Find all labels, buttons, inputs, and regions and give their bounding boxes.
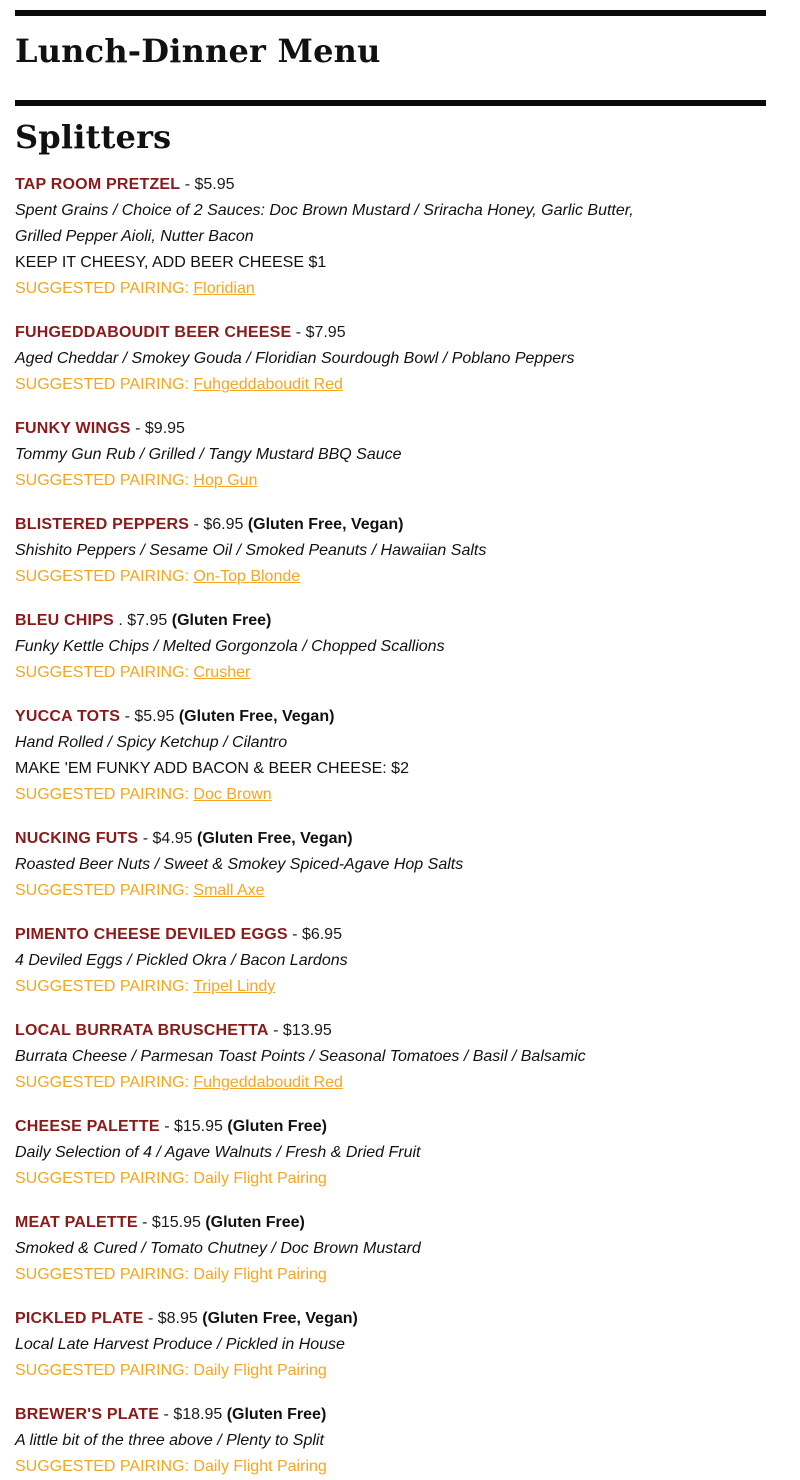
pairing-text: Daily Flight Pairing — [193, 1458, 327, 1475]
suggested-pairing — [15, 1262, 766, 1288]
menu-item-description: Aged Cheddar / Smokey Gouda / Floridian Sourdough Bowl / Poblano Peppers — [15, 350, 575, 367]
pairing-link[interactable]: Crusher — [193, 664, 251, 681]
menu-item-dietary-tags: (Gluten Free, Vegan) — [197, 830, 353, 847]
menu-item-header — [15, 704, 766, 730]
menu-item-description: Burrata Cheese / Parmesan Toast Points / Seasonal Tomatoes / Basil / Balsamic — [15, 1048, 586, 1065]
menu-item-price: $13.95 — [282, 1022, 332, 1039]
menu-item-separator: - — [159, 1406, 174, 1423]
menu-item-description: Grilled Pepper Aioli, Nutter Bacon — [15, 228, 254, 245]
pairing-link[interactable]: Floridian — [193, 280, 255, 297]
menu-item-dietary-tags: (Gluten Free, Vegan) — [247, 516, 404, 533]
menu-item-separator: - — [120, 708, 135, 725]
pairing-link[interactable]: Tripel Lindy — [193, 978, 276, 995]
menu-item-separator: - — [138, 830, 153, 847]
pairing-text: Daily Flight Pairing — [193, 1362, 327, 1379]
menu-item — [15, 512, 766, 590]
menu-item-name: CHEESE PALETTE — [15, 1118, 160, 1135]
menu-item — [15, 172, 766, 302]
menu-item-header — [15, 1402, 766, 1428]
suggested-pairing — [15, 782, 766, 808]
pairing-link[interactable]: Doc Brown — [193, 786, 272, 803]
menu-item-name: TAP ROOM PRETZEL — [15, 176, 181, 193]
menu-item — [15, 704, 766, 808]
pairing-label: SUGGESTED PAIRING: — [15, 882, 189, 899]
menu-item-name: FUNKY WINGS — [15, 420, 131, 437]
menu-item-name: PICKLED PLATE — [15, 1310, 144, 1327]
menu-item-dietary-tags: (Gluten Free) — [226, 1406, 327, 1423]
menu-item-dietary-tags: (Gluten Free, Vegan) — [202, 1310, 358, 1327]
pairing-label: SUGGESTED PAIRING: — [15, 786, 189, 803]
menu-item-name: PIMENTO CHEESE DEVILED EGGS — [15, 926, 288, 943]
menu-item-dietary-tags: (Gluten Free) — [227, 1118, 327, 1135]
page-title: Lunch-Dinner Menu — [15, 32, 381, 70]
pairing-link[interactable]: Fuhgeddaboudit Red — [193, 1074, 343, 1091]
menu-item-name: FUHGEDDABOUDIT BEER CHEESE — [15, 324, 292, 341]
pairing-label: SUGGESTED PAIRING: — [15, 978, 189, 995]
suggested-pairing — [15, 878, 766, 904]
menu-item-separator: - — [291, 324, 306, 341]
menu-item-header — [15, 1114, 766, 1140]
menu-item-name: BLISTERED PEPPERS — [15, 516, 190, 533]
top-rule — [15, 10, 766, 16]
menu-item — [15, 1210, 766, 1288]
suggested-pairing — [15, 1166, 766, 1192]
pairing-link[interactable]: On-Top Blonde — [193, 568, 301, 585]
menu-item-header — [15, 922, 766, 948]
menu-item-name: BLEU CHIPS — [15, 612, 114, 629]
menu-item-header — [15, 172, 766, 198]
menu-item-price: $15.95 — [173, 1118, 223, 1135]
menu-item-price: $18.95 — [173, 1406, 223, 1423]
suggested-pairing — [15, 564, 766, 590]
menu-item-header — [15, 1210, 766, 1236]
menu-item-description: 4 Deviled Eggs / Pickled Okra / Bacon Lardons — [15, 952, 348, 969]
pairing-label: SUGGESTED PAIRING: — [15, 280, 189, 297]
menu-item — [15, 826, 766, 904]
menu-item-list — [15, 172, 766, 1480]
pairing-link[interactable]: Hop Gun — [193, 472, 258, 489]
menu-item-header — [15, 1306, 766, 1332]
suggested-pairing — [15, 372, 766, 398]
suggested-pairing — [15, 660, 766, 686]
menu-item-price: $5.95 — [134, 708, 175, 725]
menu-item-description: Shishito Peppers / Sesame Oil / Smoked Peanuts / Hawaiian Salts — [15, 542, 487, 559]
menu-item-addon: MAKE 'EM FUNKY ADD BACON & BEER CHEESE: $2 — [15, 760, 409, 777]
section-title: Splitters — [15, 118, 172, 156]
pairing-label: SUGGESTED PAIRING: — [15, 1074, 189, 1091]
menu-item — [15, 608, 766, 686]
menu-item-separator: - — [130, 420, 145, 437]
menu-item-header — [15, 416, 766, 442]
menu-item-description: Funky Kettle Chips / Melted Gorgonzola / Chopped Scallions — [15, 638, 445, 655]
menu-item-description: Hand Rolled / Spicy Ketchup / Cilantro — [15, 734, 288, 751]
pairing-label: SUGGESTED PAIRING: — [15, 568, 189, 585]
menu-item-description: Roasted Beer Nuts / Sweet & Smokey Spiced-Agave Hop Salts — [15, 856, 464, 873]
pairing-label: SUGGESTED PAIRING: — [15, 1170, 189, 1187]
pairing-label: SUGGESTED PAIRING: — [15, 1362, 189, 1379]
menu-item-header — [15, 826, 766, 852]
menu-item-separator: . — [113, 612, 128, 629]
pairing-label: SUGGESTED PAIRING: — [15, 1458, 189, 1475]
pairing-label: SUGGESTED PAIRING: — [15, 1266, 189, 1283]
menu-item-separator: - — [137, 1214, 152, 1231]
menu-item-separator: - — [180, 176, 195, 193]
menu-item-separator: - — [189, 516, 204, 533]
pairing-link[interactable]: Small Axe — [193, 882, 265, 899]
suggested-pairing — [15, 1454, 766, 1480]
menu-item-separator: - — [159, 1118, 174, 1135]
menu-item-dietary-tags: (Gluten Free) — [205, 1214, 305, 1231]
menu-item-name: MEAT PALETTE — [15, 1214, 138, 1231]
menu-item-name: YUCCA TOTS — [15, 708, 121, 725]
menu-item-price: $15.95 — [151, 1214, 201, 1231]
menu-item — [15, 1018, 766, 1096]
menu-item-description: Local Late Harvest Produce / Pickled in House — [15, 1336, 345, 1353]
menu-item-separator: - — [268, 1022, 283, 1039]
pairing-label: SUGGESTED PAIRING: — [15, 472, 189, 489]
menu-item-dietary-tags: (Gluten Free) — [171, 612, 272, 629]
suggested-pairing — [15, 468, 766, 494]
menu-item — [15, 1306, 766, 1384]
menu-item-name: BREWER'S PLATE — [15, 1406, 160, 1423]
menu-item-description: Daily Selection of 4 / Agave Walnuts / Fresh & Dried Fruit — [15, 1144, 421, 1161]
menu-item-price: $6.95 — [203, 516, 244, 533]
menu-item-name: LOCAL BURRATA BRUSCHETTA — [15, 1022, 269, 1039]
pairing-label: SUGGESTED PAIRING: — [15, 664, 189, 681]
menu-item-description: Smoked & Cured / Tomato Chutney / Doc Brown Mustard — [15, 1240, 421, 1257]
pairing-text: Daily Flight Pairing — [193, 1170, 327, 1187]
menu-item — [15, 1402, 766, 1480]
menu-item-header — [15, 1018, 766, 1044]
menu-item-description: Tommy Gun Rub / Grilled / Tangy Mustard BBQ Sauce — [15, 446, 402, 463]
pairing-text: Daily Flight Pairing — [193, 1266, 327, 1283]
menu-page — [0, 10, 800, 1480]
menu-item — [15, 320, 766, 398]
menu-item-separator: - — [287, 926, 302, 943]
menu-item-price: $9.95 — [144, 420, 185, 437]
menu-item-price: $7.95 — [305, 324, 346, 341]
menu-item-addon: KEEP IT CHEESY, ADD BEER CHEESE $1 — [15, 254, 327, 271]
pairing-link[interactable]: Fuhgeddaboudit Red — [193, 376, 343, 393]
menu-item-name: NUCKING FUTS — [15, 830, 139, 847]
menu-item-price: $8.95 — [157, 1310, 198, 1327]
suggested-pairing — [15, 974, 766, 1000]
menu-item-separator: - — [143, 1310, 158, 1327]
section-rule — [15, 100, 766, 106]
menu-item-header — [15, 608, 766, 634]
menu-item-description: A little bit of the three above / Plenty to Split — [15, 1432, 324, 1449]
suggested-pairing — [15, 1358, 766, 1384]
menu-item — [15, 1114, 766, 1192]
menu-item — [15, 416, 766, 494]
menu-item-description: Spent Grains / Choice of 2 Sauces: Doc Brown Mustard / Sriracha Honey, Garlic Butter, — [15, 202, 634, 219]
pairing-label: SUGGESTED PAIRING: — [15, 376, 189, 393]
suggested-pairing — [15, 1070, 766, 1096]
menu-item-price: $4.95 — [152, 830, 193, 847]
menu-item-price: $7.95 — [127, 612, 168, 629]
menu-item-header — [15, 320, 766, 346]
menu-item — [15, 922, 766, 1000]
menu-item-header — [15, 512, 766, 538]
suggested-pairing — [15, 276, 766, 302]
menu-item-price: $6.95 — [301, 926, 342, 943]
menu-item-price: $5.95 — [194, 176, 235, 193]
menu-item-dietary-tags: (Gluten Free, Vegan) — [178, 708, 335, 725]
